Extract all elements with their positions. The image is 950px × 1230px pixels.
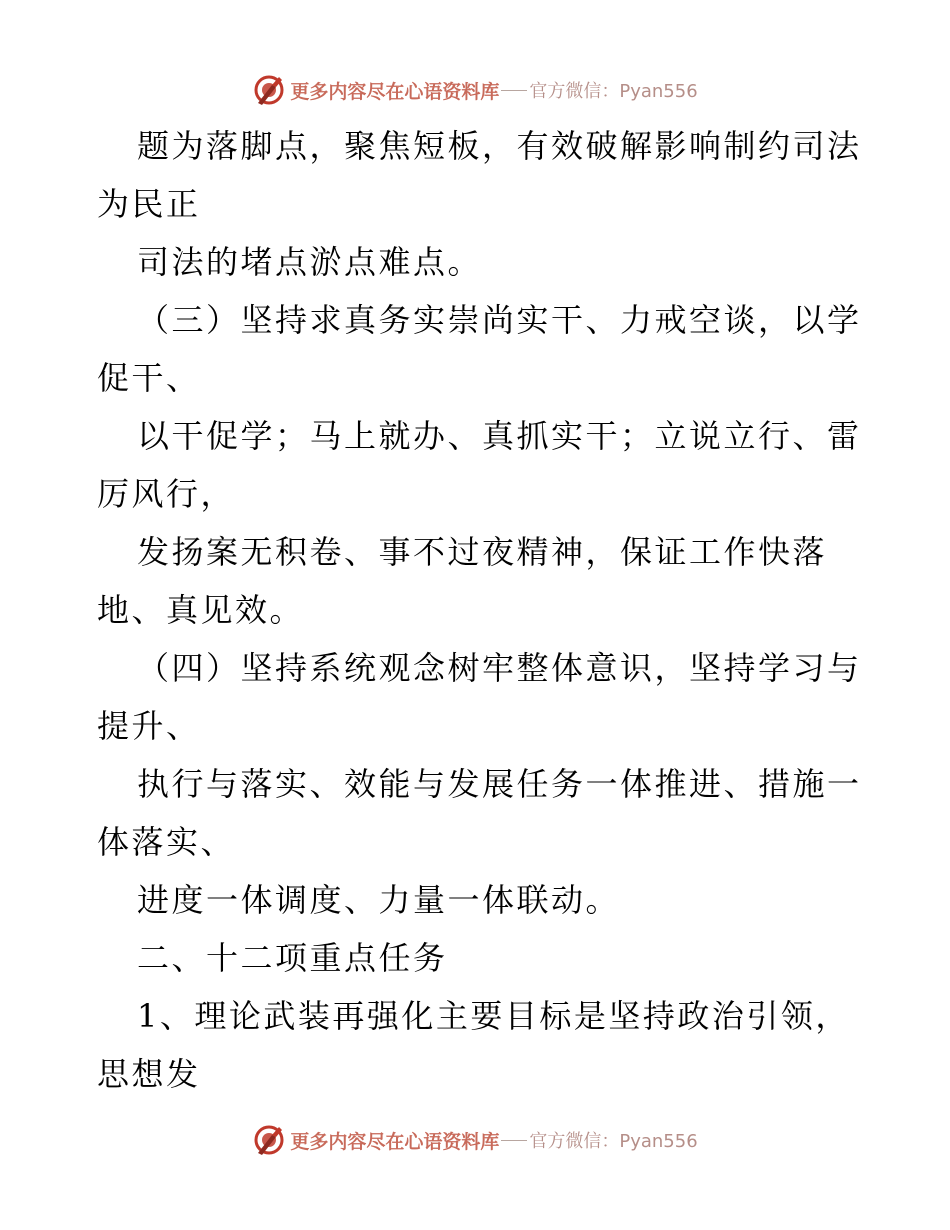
watermark-info: 官方微信：Pyan556: [529, 1131, 698, 1152]
text-line: 提升、: [97, 707, 201, 745]
watermark-info: 官方微信：Pyan556: [529, 81, 698, 102]
watermark-header: [0, 72, 950, 108]
text-line: 发扬案无积卷、事不过夜精神，保证工作快落: [137, 533, 828, 571]
pen-logo-icon: [252, 1123, 286, 1157]
document-body: [97, 117, 862, 1103]
watermark-dash: [501, 90, 527, 91]
text-line: 思想发: [97, 1055, 201, 1093]
text-line: 司法的堵点淤点难点。: [137, 243, 483, 281]
watermark-dash: [501, 1140, 527, 1141]
text-line: 促干、: [97, 359, 201, 397]
text-line: （三）坚持求真务实崇尚实干、力戒空谈，以学: [137, 301, 862, 339]
text-line: 厉风行，: [97, 475, 236, 513]
text-line: 二、十二项重点任务: [137, 939, 448, 977]
text-line: 以干促学；马上就办、真抓实干；立说立行、雷: [137, 417, 862, 455]
text-line: 地、真见效。: [97, 591, 305, 629]
text-line: 1、理论武装再强化主要目标是坚持政治引领，: [137, 997, 850, 1035]
watermark-footer: [0, 1122, 950, 1158]
text-line: 执行与落实、效能与发展任务一体推进、措施一: [137, 765, 862, 803]
text-line: 体落实、: [97, 823, 236, 861]
text-line: （四）坚持系统观念树牢整体意识，坚持学习与: [137, 649, 862, 687]
pen-logo-icon: [252, 73, 286, 107]
watermark-brand: 更多内容尽在心语资料库: [290, 80, 500, 103]
text-line: 为民正: [97, 185, 201, 223]
text-line: 题为落脚点，聚焦短板，有效破解影响制约司法: [137, 127, 862, 165]
watermark-brand: 更多内容尽在心语资料库: [290, 1130, 500, 1153]
text-line: 进度一体调度、力量一体联动。: [137, 881, 621, 919]
